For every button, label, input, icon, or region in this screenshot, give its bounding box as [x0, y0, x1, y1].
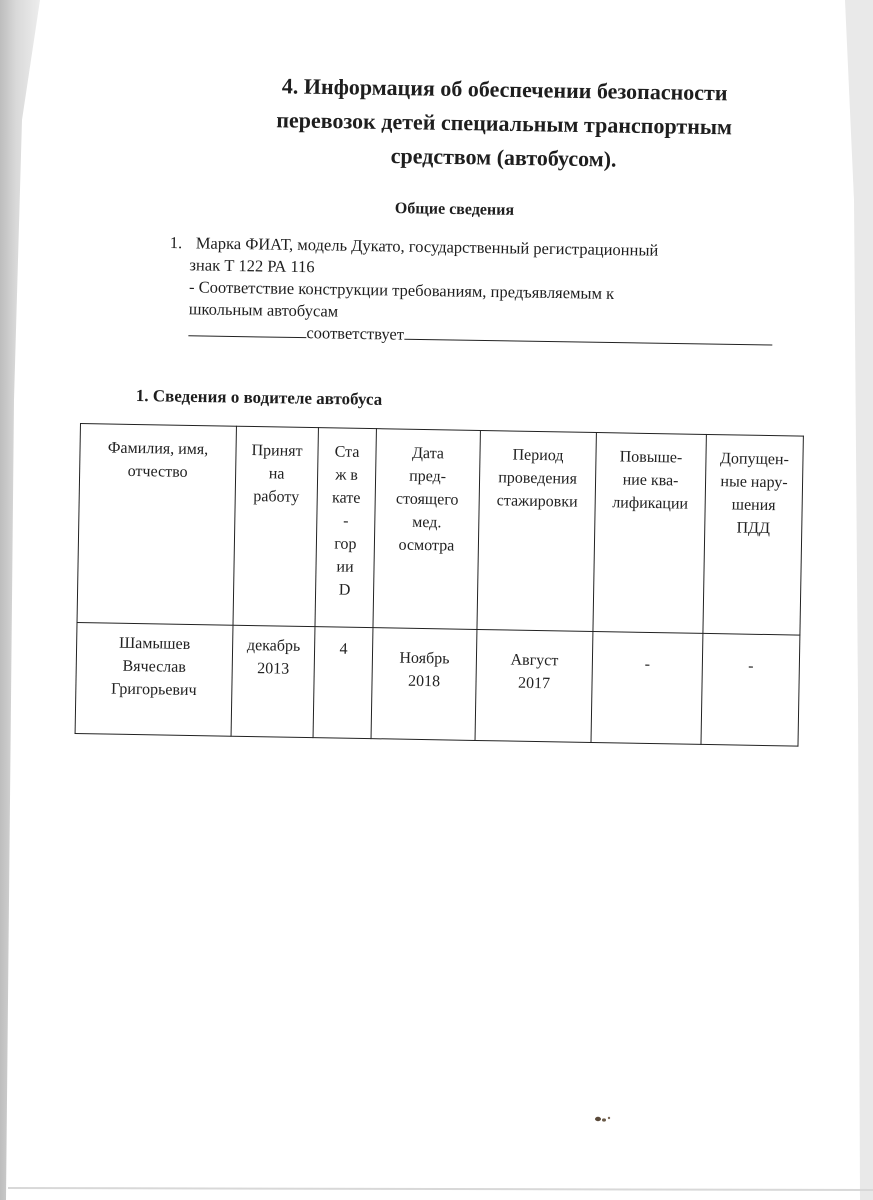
driver-table-wrap: [75, 423, 803, 747]
cell-line: декабрь: [246, 636, 301, 655]
header-line: пред-: [409, 467, 447, 486]
section-title: [198, 68, 810, 180]
header-line: стажировки: [496, 492, 578, 511]
header-line: D: [338, 581, 351, 599]
vehicle-compliance-label-cont: школьным автобусам: [188, 299, 339, 321]
cell-line: 2017: [517, 674, 551, 693]
header-line: гор: [334, 535, 357, 553]
header-line: Принят: [251, 441, 303, 460]
header-line: работу: [253, 488, 300, 506]
table-header-row: [77, 424, 803, 636]
header-training: [593, 433, 706, 634]
header-line: ние ква-: [622, 471, 679, 490]
cell-line: 4: [339, 640, 348, 658]
table-cell: [231, 625, 315, 737]
header-line: Дата: [411, 444, 445, 463]
driver-info-heading: 1. Сведения о водителе автобуса: [135, 386, 383, 409]
table-cell: [701, 633, 800, 746]
header-violations: [703, 434, 803, 635]
title-line-3: средством (автобусом).: [390, 143, 617, 172]
general-info-heading: Общие сведения: [394, 200, 515, 219]
header-name: [77, 424, 236, 626]
table-cell: [313, 627, 373, 739]
header-line: лификации: [612, 494, 689, 513]
header-hired: [233, 426, 318, 626]
title-line-2: перевозок детей специальным транспортным: [276, 107, 733, 140]
header-line: шения: [731, 496, 776, 515]
header-line: стоящего: [395, 490, 459, 509]
vehicle-info: [168, 232, 810, 352]
header-line: ии: [336, 558, 354, 576]
header-line: -: [343, 512, 349, 530]
header-line: на: [268, 465, 285, 483]
table-cell: [475, 629, 593, 742]
table-body: [75, 622, 800, 746]
header-line: ж в: [335, 466, 359, 484]
header-internship: [477, 430, 596, 631]
table-row: [75, 622, 800, 746]
table-cell: [591, 631, 703, 744]
header-line: ПДД: [736, 519, 771, 538]
cell-line: 2013: [257, 660, 290, 678]
blank-line-right: [404, 325, 772, 346]
table-cell: [371, 628, 477, 741]
cell-line: Ноябрь: [399, 649, 450, 668]
header-line: проведения: [498, 469, 578, 488]
header-line: Ста: [334, 443, 360, 461]
cell-line: Шамышев: [118, 634, 191, 653]
header-line: Период: [512, 446, 564, 465]
cell-line: 2018: [407, 672, 441, 691]
cell-line: Григорьевич: [110, 680, 197, 700]
header-line: мед.: [412, 513, 442, 532]
header-line: Допущен-: [719, 450, 790, 469]
vehicle-compliance-label: - Соответствие конструкции требованиям, предъявляемым к: [188, 277, 615, 303]
cell-line: -: [644, 655, 651, 673]
cell-line: Вячеслав: [122, 657, 187, 676]
vehicle-plate: знак Т 122 РА 116: [189, 255, 315, 277]
cell-line: Август: [510, 651, 559, 670]
header-line: Фамилия, имя,: [107, 439, 209, 459]
title-line-1: 4. Информация об обеспечении безопасности: [281, 73, 728, 106]
driver-table: [75, 423, 804, 747]
scan-speck: [594, 1114, 612, 1124]
header-medical: [373, 429, 480, 630]
header-line: кате: [331, 489, 361, 507]
vehicle-make-model: Марка ФИАТ, модель Дукато, государственный регистрационный: [195, 233, 659, 260]
vehicle-compliance-value: соответствует: [306, 323, 405, 344]
cell-line: -: [748, 657, 754, 675]
header-line: отчество: [127, 462, 188, 481]
table-cell: [75, 622, 233, 736]
header-experience: [315, 428, 376, 628]
header-line: ные нару-: [720, 473, 788, 492]
header-line: осмотра: [398, 536, 455, 555]
header-line: Повыше-: [619, 448, 683, 467]
blank-line-left: [188, 321, 306, 338]
vehicle-item-number: 1.: [169, 232, 183, 253]
